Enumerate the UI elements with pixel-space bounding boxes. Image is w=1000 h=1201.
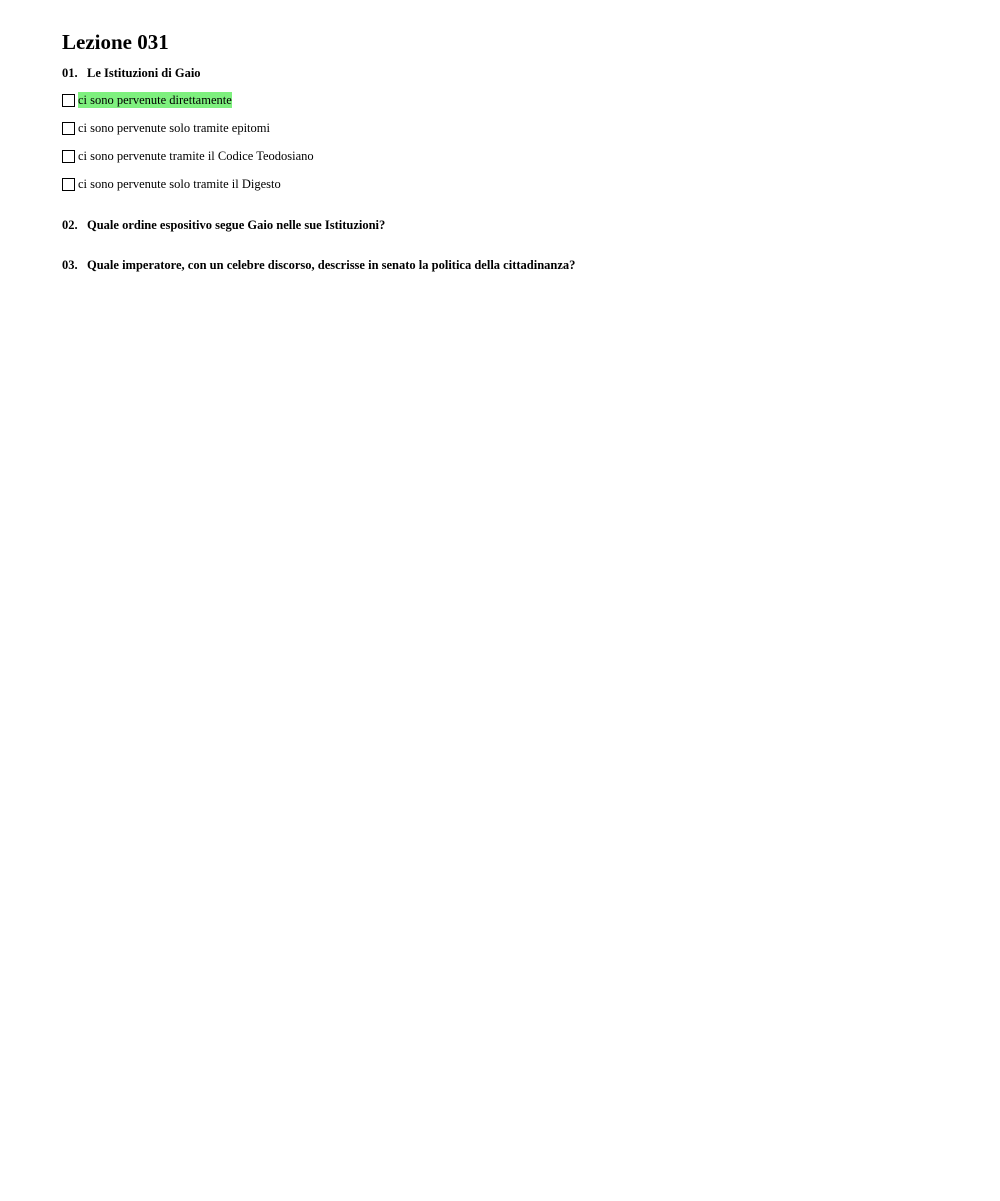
answer-option-1[interactable] (62, 92, 960, 108)
answer-label: ci sono pervenute solo tramite epitomi (78, 121, 270, 135)
checkbox[interactable] (62, 150, 75, 163)
document-page (62, 30, 960, 273)
checkbox[interactable] (62, 94, 75, 107)
checkbox[interactable] (62, 122, 75, 135)
answer-option-4[interactable] (62, 176, 960, 192)
question-text: Quale imperatore, con un celebre discorso, descrisse in senato la politica della cittadinanza? (87, 258, 576, 272)
checkbox[interactable] (62, 178, 75, 191)
question-text: Le Istituzioni di Gaio (87, 66, 201, 80)
answer-label: ci sono pervenute solo tramite il Digesto (78, 177, 281, 191)
answer-option-3[interactable] (62, 148, 960, 164)
question-02 (62, 217, 960, 233)
question-01 (62, 65, 960, 81)
answer-option-2[interactable] (62, 120, 960, 136)
question-text: Quale ordine espositivo segue Gaio nelle sue Istituzioni? (87, 218, 386, 232)
answer-label-highlighted: ci sono pervenute direttamente (78, 93, 232, 107)
question-number: 01. (62, 66, 78, 80)
lesson-title: Lezione 031 (62, 30, 169, 54)
question-number: 03. (62, 258, 78, 272)
answer-label: ci sono pervenute tramite il Codice Teodosiano (78, 149, 314, 163)
question-number: 02. (62, 218, 78, 232)
question-03 (62, 257, 960, 273)
